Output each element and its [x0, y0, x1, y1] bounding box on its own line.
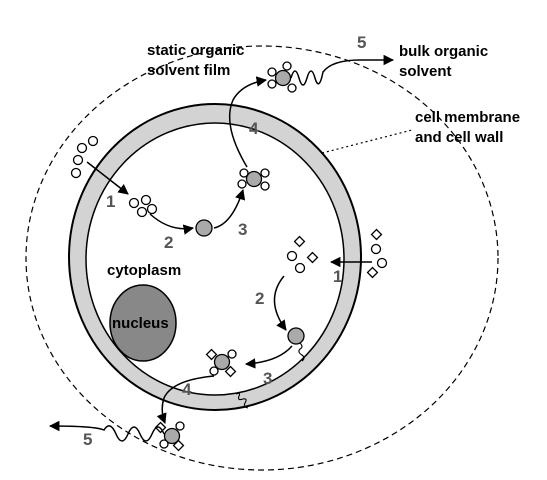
membrane-label-line2: and cell wall: [415, 129, 504, 146]
film-molecule-lower: [156, 422, 184, 450]
bulk-solvent-label-line2: solvent: [399, 63, 452, 80]
lower-step-3: 3: [263, 369, 273, 388]
lower-step5-arrow: [50, 426, 164, 441]
static-film-label-line1: static organic: [147, 42, 245, 59]
upper-step-4: 4: [249, 119, 259, 138]
upper-step-3: 3: [238, 220, 248, 239]
membrane-label-line1: cell membrane: [415, 109, 521, 126]
nucleus-label: nucleus: [112, 315, 169, 332]
static-film-label-line2: solvent film: [147, 62, 231, 79]
upper-step-2: 2: [164, 233, 174, 252]
upper-step-1: 1: [106, 192, 116, 211]
lower-step-4: 4: [182, 380, 192, 399]
lower-step-2: 2: [255, 289, 265, 308]
lower-step-1: 1: [333, 267, 343, 286]
core-molecule-lower: [288, 328, 304, 344]
bulk-solvent-label-line1: bulk organic: [399, 43, 489, 60]
lower-step-5: 5: [83, 430, 93, 449]
cytoplasm-label: cytoplasm: [107, 262, 182, 279]
free-molecule-lower: [368, 230, 387, 278]
upper-step5-arrow: [291, 60, 393, 85]
core-molecule-upper: [196, 220, 212, 236]
membrane-pointer-line: [322, 130, 412, 153]
upper-step-5: 5: [357, 33, 367, 52]
